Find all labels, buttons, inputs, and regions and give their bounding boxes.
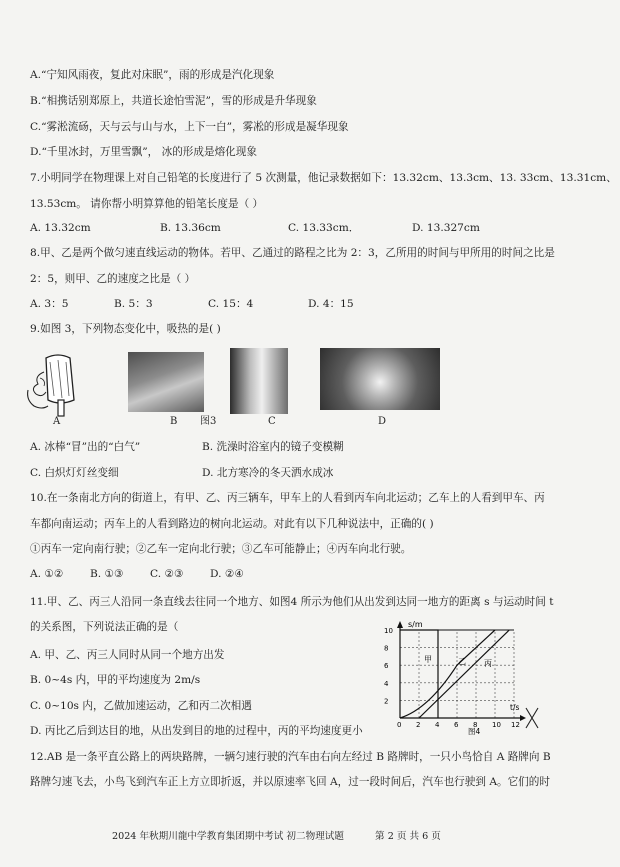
- q12-stem-line2: 路牌匀速飞去，小鸟飞到汽车正上方立即折返，并以原速率飞回 A，过一段时间后，汽车也行驶到 A。它们的时: [30, 776, 550, 788]
- q6-option-d: D.“千里冰封，万里雪飘”， 冰的形成是熔化现象: [30, 146, 257, 158]
- photo-water-freezing: [320, 348, 440, 410]
- x-tick-label: 4: [435, 721, 440, 729]
- line-yi: [400, 630, 495, 718]
- curve-label-yi: 乙: [458, 657, 466, 666]
- q11-option-a: A. 甲、乙、丙三人同时从同一个地方出发: [30, 649, 225, 661]
- fig4-caption: 图4: [468, 727, 481, 736]
- q9-option-c: C. 白炽灯灯丝变细: [30, 467, 119, 479]
- photo-bathroom-mirror: [128, 352, 204, 412]
- line-bing: [419, 630, 509, 718]
- y-tick-label: 6: [384, 662, 389, 671]
- y-tick-label: 10: [384, 627, 393, 635]
- q10-option-b: B. ①③: [90, 568, 124, 580]
- q7-stem-line2: 13.53cm。 请你帮小明算算他的铅笔长度是（ ）: [30, 198, 264, 210]
- q7-options: [30, 221, 480, 235]
- q10-stem-line2: 车都向南运动；丙车上的人看到路边的树向北运动。对此有以下几种说法中，正确的( ): [30, 518, 434, 530]
- fig3-label-c: C: [268, 416, 276, 427]
- q12-stem-line1: 12.AB 是一条平直公路上的两块路牌，一辆匀速行驶的汽车由右向左经过 B 路牌时，一只小鸟恰自 A 路牌向 B: [30, 751, 551, 763]
- q10-option-d: D. ②④: [210, 568, 244, 580]
- fig3-label-a: A: [53, 416, 61, 427]
- q7-option-d: D. 13.327cm: [412, 222, 480, 234]
- q8-option-b: B. 5：3: [114, 298, 153, 310]
- y-tick-label: 8: [384, 644, 389, 653]
- q9-options-row2: [30, 466, 333, 480]
- q8-options: [30, 297, 354, 311]
- q6-option-a: A.“宁知风雨夜，复此对床眠”，雨的形成是汽化现象: [30, 69, 275, 81]
- q6-option-c: C.“雾淞流砀，天与云与山与水，上下一白”，雾凇的形成是凝华现象: [30, 121, 349, 133]
- q10-statements: ①丙车一定向南行驶；②乙车一定向北行驶；③乙车可能静止；④丙车向北行驶。: [30, 543, 412, 555]
- q11-option-b: B. 0~4s 内，甲的平均速度为 2m/s: [30, 674, 201, 686]
- y-tick-label: 4: [384, 679, 389, 688]
- x-axis-label: t/s: [510, 703, 520, 712]
- q8-stem-line1: 8.甲、乙是两个做匀速直线运动的物体。若甲、乙通过的路程之比为 2：3，乙所用的时间与甲所用的时间之比是: [30, 247, 555, 259]
- y-axis-arrow: [397, 621, 403, 628]
- q7-option-c: C. 13.33cm．: [288, 222, 360, 234]
- q9-stem: 9.如图 3，下列物态变化中，吸热的是( ): [30, 323, 221, 335]
- q7-option-a: A. 13.32cm: [30, 222, 91, 234]
- x-tick-label: 0: [397, 721, 402, 729]
- x-axis-arrow: [520, 715, 526, 721]
- curve-label-bing: 丙: [484, 659, 492, 668]
- q10-option-a: A. ①②: [30, 568, 64, 580]
- graph-grid: [400, 630, 514, 718]
- footer-page-number: 第 2 页 共 6 页: [375, 831, 441, 842]
- fig3-caption: 图3: [200, 416, 217, 427]
- x-tick-label: 10: [492, 721, 501, 729]
- fig3-label-b: B: [170, 416, 178, 427]
- page-footer: [112, 828, 441, 842]
- q10-option-c: C. ②③: [150, 568, 184, 580]
- y-axis-label: s/m: [408, 620, 423, 629]
- q11-stem-line2: 的关系图，下列说法正确的是（: [30, 621, 179, 633]
- photo-light-bulb: [230, 348, 288, 414]
- x-tick-label: 6: [454, 721, 459, 729]
- x-tick-label: 2: [416, 721, 421, 729]
- q10-stem-line1: 10.在一条南北方向的街道上，有甲、乙、丙三辆车，甲车上的人看到丙车向北运动；乙车上的人看到甲车、丙: [30, 492, 545, 504]
- q11-stem-line1: 11.甲、乙、丙三人沿同一条直线去往同一个地方、如图4 所示为他们从出发到达同一地方的距离 s 与运动时间 t: [30, 596, 554, 608]
- st-graph: [380, 618, 540, 736]
- q11-option-d: D. 丙比乙后到达目的地，从出发到目的地的过程中，丙的平均速度更小: [30, 725, 363, 737]
- footer-exam-title: 2024 年秋期川龍中学教育集团期中考试 初二物理试题: [112, 831, 344, 842]
- y-tick-label: 2: [384, 697, 389, 706]
- x-tick-label: 12: [511, 721, 520, 729]
- q11-option-c: C. 0~10s 内，乙做加速运动，乙和丙二次相遇: [30, 700, 252, 712]
- popsicle-illustration: [24, 350, 94, 422]
- q7-option-b: B. 13.36cm: [160, 222, 221, 234]
- x-tick-label: 8: [473, 721, 478, 729]
- q9-option-a: A. 冰棒“冒”出的“白气”: [30, 441, 141, 453]
- fig3-label-d: D: [378, 416, 387, 427]
- handwritten-cross-mark: [526, 708, 538, 728]
- q8-option-d: D. 4：15: [308, 298, 354, 310]
- graph-ticks: [384, 627, 520, 729]
- q8-option-a: A. 3：5: [30, 298, 69, 310]
- q7-stem-line1: 7.小明同学在物理课上对自己铅笔的长度进行了 5 次测量，他记录数据如下：13.32cm、13.3cm、13. 33cm、13.31cm、: [30, 172, 617, 184]
- q9-option-d: D. 北方寒冷的冬天洒水成冰: [202, 467, 334, 479]
- q8-option-c: C. 15：4: [208, 298, 254, 310]
- curve-label-jia: 甲: [424, 655, 432, 664]
- q10-options: [30, 567, 244, 581]
- q8-stem-line2: 2：5，则甲、乙的速度之比是（ ）: [30, 273, 196, 285]
- q9-options-row1: [30, 440, 344, 454]
- q9-option-b: B. 洗澡时浴室内的镜子变模糊: [202, 441, 344, 453]
- q6-option-b: B.“相携话别郑原上，共道长途怕雪泥”，雪的形成是升华现象: [30, 95, 317, 107]
